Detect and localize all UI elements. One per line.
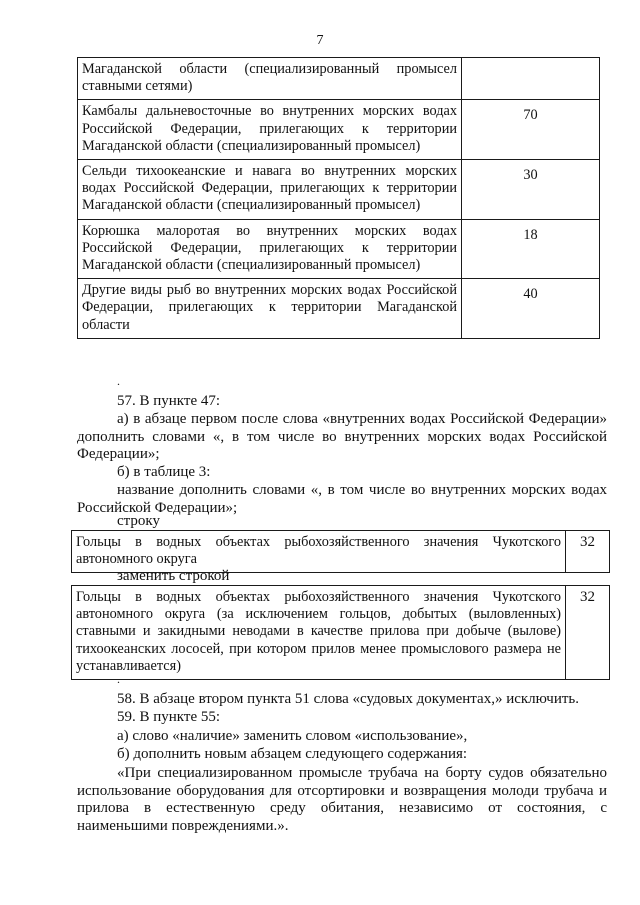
species-name-cell: Сельди тихоокеанские и навага во внутренних морских водах Российской Федерации, прилегающих к территории Магаданской области (специализированный промысел) xyxy=(78,160,462,220)
catch-limits-table xyxy=(77,57,600,339)
table-row xyxy=(78,279,600,339)
paragraph-57-row-label: строку xyxy=(117,513,160,529)
bycatch-value-cell: 70 xyxy=(462,100,600,160)
paragraph-57-title: 57. В пункте 47: xyxy=(117,393,221,409)
bycatch-value-cell: 30 xyxy=(462,160,600,220)
old-row-table xyxy=(71,530,610,573)
paragraph-59-quote: «При специализированном промысле трубача на борту судов обязательно использование оборудования для отсортировки и возвращения молоди трубача и прилова в естественную среду обитания, независимо от состояния, с наименьшими повреждениями.». xyxy=(77,765,607,834)
species-name-cell: Магаданской области (специализированный промысел ставными сетями) xyxy=(78,58,462,100)
species-name-cell: Другие виды рыб во внутренних морских водах Российской Федерации, прилегающих к территории Магаданской области xyxy=(78,279,462,339)
bycatch-value-cell: 40 xyxy=(462,279,600,339)
table-row xyxy=(72,531,610,573)
dot-mark: . xyxy=(117,374,120,388)
new-row-table xyxy=(71,585,610,680)
table-row xyxy=(78,58,600,100)
paragraph-59-a: а) слово «наличие» заменить словом «использование», xyxy=(117,728,468,744)
new-row-name-cell: Гольцы в водных объектах рыбохозяйственного значения Чукотского автономного округа (за исключением гольцов, добытых (выловленных) ставными и закидными неводами в качестве прилова при добыче (вылове) тихоокеанских лососей, при котором прилов менее промыслового размера не устанавливается) xyxy=(72,586,566,680)
paragraph-59-b: б) дополнить новым абзацем следующего содержания: xyxy=(117,746,468,762)
old-row-name-cell: Гольцы в водных объектах рыбохозяйственного значения Чукотского автономного округа xyxy=(72,531,566,573)
paragraph-57-b: б) в таблице 3: xyxy=(117,464,211,480)
table-row xyxy=(78,219,600,279)
old-row-value-cell: 32 xyxy=(566,531,610,573)
catch-limits-table-body xyxy=(78,58,600,339)
table-row xyxy=(78,160,600,220)
new-row-value-cell: 32 xyxy=(566,586,610,680)
species-name-cell: Камбалы дальневосточные во внутренних морских водах Российской Федерации, прилегающих к территории Магаданской области (специализированный промысел) xyxy=(78,100,462,160)
paragraph-57-b-name: название дополнить словами «, в том числе во внутренних морских водах Российской Федерации»; xyxy=(77,482,607,516)
dot-mark: . xyxy=(117,672,120,686)
bycatch-value-cell xyxy=(462,58,600,100)
table-row xyxy=(72,586,610,680)
table-row xyxy=(78,100,600,160)
species-name-cell: Корюшка малоротая во внутренних морских водах Российской Федерации, прилегающих к территории Магаданской области (специализированный промысел) xyxy=(78,219,462,279)
page-number: 7 xyxy=(316,33,324,48)
paragraph-57-a: а) в абзаце первом после слова «внутренних водах Российской Федерации» дополнить словами «, в том числе во внутренних морских водах Российской Федерации»; xyxy=(77,411,607,462)
paragraph-57-replace-label: заменить строкой xyxy=(117,568,230,584)
bycatch-value-cell: 18 xyxy=(462,219,600,279)
paragraph-59-title: 59. В пункте 55: xyxy=(117,709,221,725)
paragraph-58: 58. В абзаце втором пункта 51 слова «судовых документах,» исключить. xyxy=(117,691,580,707)
